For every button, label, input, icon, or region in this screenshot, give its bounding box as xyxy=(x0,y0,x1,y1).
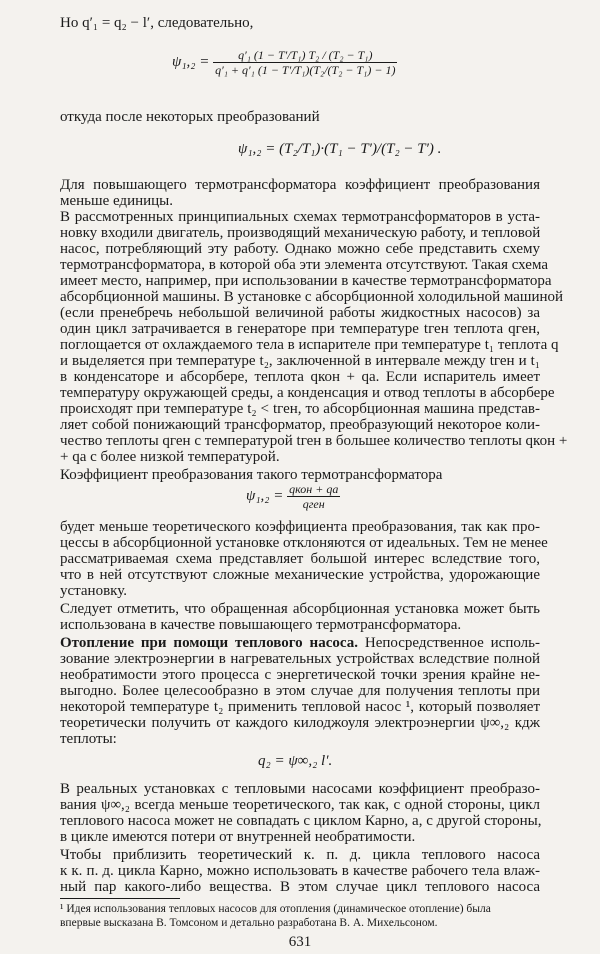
para-line: меньше единицы. xyxy=(60,193,174,209)
para-line: поглощается от охлаждаемого тела в испарителе при температуре t₁ теплота q xyxy=(60,337,559,353)
para-line: цессы в абсорбционной установке отклоняются от идеальных. Тем не менее xyxy=(60,535,548,551)
para-line: в цикле имеются потери от внутренней необратимости. xyxy=(60,829,416,845)
para-line: зование электроэнергии в нагревательных устройствах вследствие полной xyxy=(60,651,540,667)
para-line: некоторой температуре t₂ применить тепловой насос ¹, который позволяет xyxy=(60,699,540,715)
para-line: использована в качестве повышающего термотрансформатора. xyxy=(60,617,462,633)
para-line: что в ней отсутствуют сложные механические устройства, удорожающие xyxy=(60,567,540,583)
para-line: теплового насоса может не совпадать с циклом Карно, а, с другой стороны, xyxy=(60,813,542,829)
intro-line: Но q′₁ = q₂ − l′, следовательно, xyxy=(60,15,254,31)
footnote-line: впервые высказана В. Томсоном и детально разработана В. А. Михельсоном. xyxy=(60,917,438,929)
para-line: Чтобы приблизить теоретический к. п. д. цикла теплового насоса xyxy=(60,847,540,863)
footnote-line: ¹ Идея использования тепловых насосов для отопления (динамическое отопление) была xyxy=(60,903,491,915)
formula-4: q₂ = ψ∞,₂ l′. xyxy=(258,753,333,769)
para-line: установку. xyxy=(60,583,127,599)
para-line: чество теплоты qген с температурой tген в большее количество теплоты qкон + xyxy=(60,433,568,449)
para-line: в конденсаторе и абсорбере, теплота qкон + qа. Если испаритель имеет xyxy=(60,369,540,385)
para-line: новку входили двигатель, производящий механическую работу, и тепловой xyxy=(60,225,541,241)
formula-1-fraction xyxy=(213,48,397,77)
formula-3 xyxy=(246,482,340,511)
para-line: абсорбционной машины. В установке с абсорбционной холодильной машиной xyxy=(60,289,564,305)
para-line: В реальных установках с тепловыми насосами коэффициент преобразо- xyxy=(60,781,540,797)
formula-1 xyxy=(172,48,397,77)
para-line: термотрансформатора, в которой оба эти элемента отсутствуют. Такая схема xyxy=(60,257,549,273)
formula-2: ψ₁,₂ = (T₂/T₁)·(T₁ − T′)/(T₂ − T′) . xyxy=(238,141,442,157)
para-line: В рассмотренных принципиальных схемах термотрансформаторов в уста- xyxy=(60,209,540,225)
para-line: насос, потребляющий эту работу. Однако можно себе представить схему xyxy=(60,241,540,257)
para-line: к к. п. д. цикла Карно, можно использовать в качестве рабочего тела влаж- xyxy=(60,863,540,879)
formula-1-lhs: ψ₁,₂ = xyxy=(172,53,210,70)
para-line: (если пренебречь небольшой величиной работы жидкостных насосов) за xyxy=(60,305,540,321)
para-line: Коэффициент преобразования такого термотрансформатора xyxy=(60,467,443,483)
para-line: будет меньше теоретического коэффициента преобразования, так как про- xyxy=(60,519,540,535)
formula-3-numerator: qкон + qа xyxy=(289,482,339,496)
formula-3-lhs: ψ₁,₂ = xyxy=(246,487,284,504)
para-line: один цикл затрачивается в генераторе при температуре tген теплота qген, xyxy=(60,321,540,337)
para-line: ляет собой понижающий трансформатор, преобразующий некоторое коли- xyxy=(60,417,540,433)
formula-1-numerator: q′₁ (1 − T′/T₁) T₂ / (T₂ − T₁) xyxy=(213,48,397,63)
formula-3-fraction xyxy=(287,482,340,511)
heading-tail: Непосредственное исполь- xyxy=(364,635,540,651)
para-line: Следует отметить, что обращенная абсорбционная установка может быть xyxy=(60,601,540,617)
para-line: теоретически получить от каждого килоджоуля электроэнергии ψ∞,₂ кдж xyxy=(60,715,540,731)
para-line: необратимости этого процесса с энергетической точки зрения крайне не- xyxy=(60,667,540,683)
para-line: и выделяется при температуре t₂, заключенной в интервале между tген и t₁ xyxy=(60,353,540,369)
section-heading: Отопление при помощи теплового насоса. xyxy=(60,635,358,651)
formula-3-denominator: qген xyxy=(302,497,325,511)
page-number: 631 xyxy=(288,934,312,950)
para-line: выгодно. Более целесообразно в этом случае для получения теплоты при xyxy=(60,683,540,699)
para-line: температуру окружающей среды, а конденсация и отвод теплоты в абсорбере xyxy=(60,385,555,401)
para-line: Для повышающего термотрансформатора коэффициент преобразования xyxy=(60,177,540,193)
para-line: рассматриваемая схема представляет большой интерес вследствие того, xyxy=(60,551,540,567)
after-formula-1: откуда после некоторых преобразований xyxy=(60,109,320,125)
para-line: теплоты: xyxy=(60,731,117,747)
para-line: имеет место, например, при использовании в качестве термотрансформатора xyxy=(60,273,552,289)
footnote-rule xyxy=(60,898,180,899)
para-line: ный пар какого-либо вещества. В этом случае цикл теплового насоса xyxy=(60,879,540,895)
para-line: + qа с более низкой температурой. xyxy=(60,449,280,465)
para-line: вания ψ∞,₂ всегда меньше теоретического, так как, с одной стороны, цикл xyxy=(60,797,540,813)
formula-1-denominator: q′₁ + q′₁ (1 − T′/T₁)(T₂/(T₂ − T₁) − 1) xyxy=(215,63,396,77)
para-line: происходят при температуре t₂ < tген, то абсорбционная машина представ- xyxy=(60,401,540,417)
